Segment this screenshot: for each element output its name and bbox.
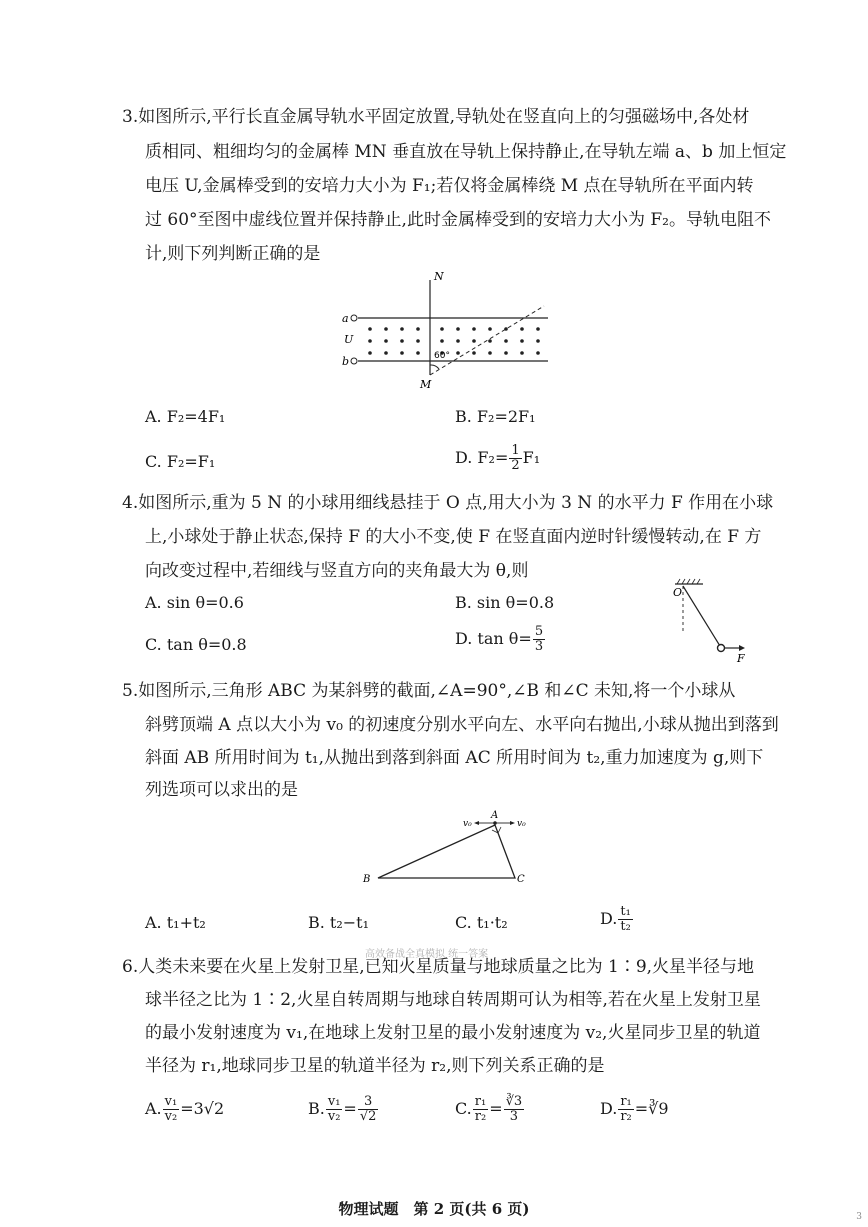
q3-line-3: 电压 U,金属棒受到的安培力大小为 F₁;若仅将金属棒绕 M 点在导轨所在平面内转 [145, 176, 754, 196]
q6-option-a: A. $\frac{\text{v₁}}{\text{v₂}}$ =3√2 [145, 1094, 225, 1124]
q5-figure [355, 808, 535, 890]
fraction: $\frac{1}{2}$ [511, 443, 520, 473]
corner-mark: 3 [856, 1212, 862, 1222]
q3-option-c: C. F₂=F₁ [145, 452, 216, 471]
q4-option-a: A. sin θ=0.6 [145, 593, 244, 612]
field-dots [368, 327, 540, 355]
q5-line-3: 斜面 AB 所用时间为 t₁,从抛出到落到斜面 AC 所用时间为 t₂,重力加速度为 g,则下 [145, 748, 764, 768]
force-arrow-head [739, 645, 745, 651]
ceiling-hatch [677, 579, 700, 584]
q6-option-c: C. $\frac{\text{r₁}}{\text{r₂}}$ = $\frac{∛3}{3}$ [455, 1094, 523, 1124]
q5-option-b: B. t₂−t₁ [308, 913, 370, 932]
q4-line-3: 向改变过程中,若细线与竖直方向的夹角最大为 θ,则 [145, 561, 529, 581]
launch-point [493, 821, 497, 825]
label-A: A [491, 810, 499, 821]
rotated-rod [430, 306, 544, 375]
q3-option-a: A. F₂=4F₁ [145, 407, 226, 426]
q4-option-b: B. sin θ=0.8 [455, 593, 555, 612]
angle-arc [430, 365, 439, 369]
q3-line-1: 3.如图所示,平行长直金属导轨水平固定放置,导轨处在竖直向上的匀强磁场中,各处材 [122, 107, 750, 127]
label-F: F [737, 652, 745, 665]
velocity-left-head [474, 821, 479, 825]
q6-line-1: 6.人类未来要在火星上发射卫星,已知火星质量与地球质量之比为 1∶9,火星半径与地 [122, 957, 755, 977]
q3-figure [330, 268, 560, 393]
fraction: $\frac{\text{t₁}}{\text{t₂}}$ [620, 904, 631, 934]
q6-line-2: 球半径之比为 1∶2,火星自转周期与地球自转周期可认为相等,若在火星上发射卫星 [145, 990, 761, 1010]
fraction: $\frac{\text{v₁}}{\text{v₂}}$ [327, 1094, 341, 1124]
q5-option-a: A. t₁+t₂ [145, 913, 206, 932]
label-B: B [363, 874, 371, 885]
label-U: U [344, 333, 354, 346]
label-O: O [673, 586, 683, 599]
label-angle: 60° [434, 351, 450, 361]
q6-option-d: D. $\frac{\text{r₁}}{\text{r₂}}$ =∛9 [600, 1094, 669, 1124]
label-b: b [342, 355, 350, 368]
label-N: N [434, 270, 444, 283]
q4-option-d: D. tan θ= $\frac{5}{3}$ [455, 624, 544, 654]
triangle-ABC [378, 825, 515, 878]
fraction: $\frac{5}{3}$ [534, 624, 544, 654]
q5-line-1: 5.如图所示,三角形 ABC 为某斜劈的截面,∠A=90°,∠B 和∠C 未知,将一个小球从 [122, 681, 736, 701]
q6-line-4: 半径为 r₁,地球同步卫星的轨道半径为 r₂,则下列关系正确的是 [145, 1056, 605, 1076]
q5-option-c: C. t₁·t₂ [455, 913, 508, 932]
q6-option-b: B. $\frac{\text{v₁}}{\text{v₂}}$ = $\frac{3}{√2}$ [308, 1094, 377, 1124]
label-v0-right: v₀ [517, 819, 526, 829]
watermark-stamp: 高效备战全真模拟 统一答案 [365, 949, 489, 960]
q5-option-d: D. $\frac{\text{t₁}}{\text{t₂}}$ [600, 904, 631, 934]
label-M: M [420, 378, 432, 391]
fraction: $\frac{\text{v₁}}{\text{v₂}}$ [164, 1094, 178, 1124]
q3-option-b: B. F₂=2F₁ [455, 407, 536, 426]
label-v0-left: v₀ [463, 819, 472, 829]
q3-line-5: 计,则下列判断正确的是 [145, 244, 321, 264]
q4-line-2: 上,小球处于静止状态,保持 F 的大小不变,使 F 在竖直面内逆时针缓慢转动,在 F 方 [145, 527, 762, 547]
fraction: $\frac{\text{r₁}}{\text{r₂}}$ [474, 1094, 487, 1124]
string [683, 586, 720, 646]
page-footer: 物理试题 第 2 页(共 6 页) [338, 1200, 530, 1218]
fraction: $\frac{3}{√2}$ [359, 1094, 377, 1124]
q3-line-2: 质相同、粗细均匀的金属棒 MN 垂直放在导轨上保持静止,在导轨左端 a、b 加上恒定 [145, 142, 787, 162]
label-C: C [517, 874, 525, 885]
velocity-right-head [510, 821, 515, 825]
q6-line-3: 的最小发射速度为 v₁,在地球上发射卫星的最小发射速度为 v₂,火星同步卫星的轨道 [145, 1023, 761, 1043]
terminal-a [351, 315, 357, 321]
q3-line-4: 过 60°至图中虚线位置并保持静止,此时金属棒受到的安培力大小为 F₂。导轨电阻不 [145, 210, 771, 230]
fraction: $\frac{∛3}{3}$ [505, 1094, 523, 1124]
ball [718, 645, 725, 652]
fraction: $\frac{\text{r₁}}{\text{r₂}}$ [620, 1094, 632, 1124]
terminal-b [351, 358, 357, 364]
q5-line-4: 列选项可以求出的是 [145, 780, 298, 800]
q4-line-1: 4.如图所示,重为 5 N 的小球用细线悬挂于 O 点,用大小为 3 N 的水平力 F 作用在小球 [122, 493, 774, 513]
label-a: a [342, 312, 349, 325]
q3-option-d: D. F₂= $\frac{1}{2}$ F₁ [455, 443, 541, 473]
q4-option-c: C. tan θ=0.8 [145, 635, 247, 654]
q4-figure [665, 572, 755, 667]
q5-line-2: 斜劈顶端 A 点以大小为 v₀ 的初速度分别水平向左、水平向右抛出,小球从抛出到落到 [145, 715, 779, 735]
